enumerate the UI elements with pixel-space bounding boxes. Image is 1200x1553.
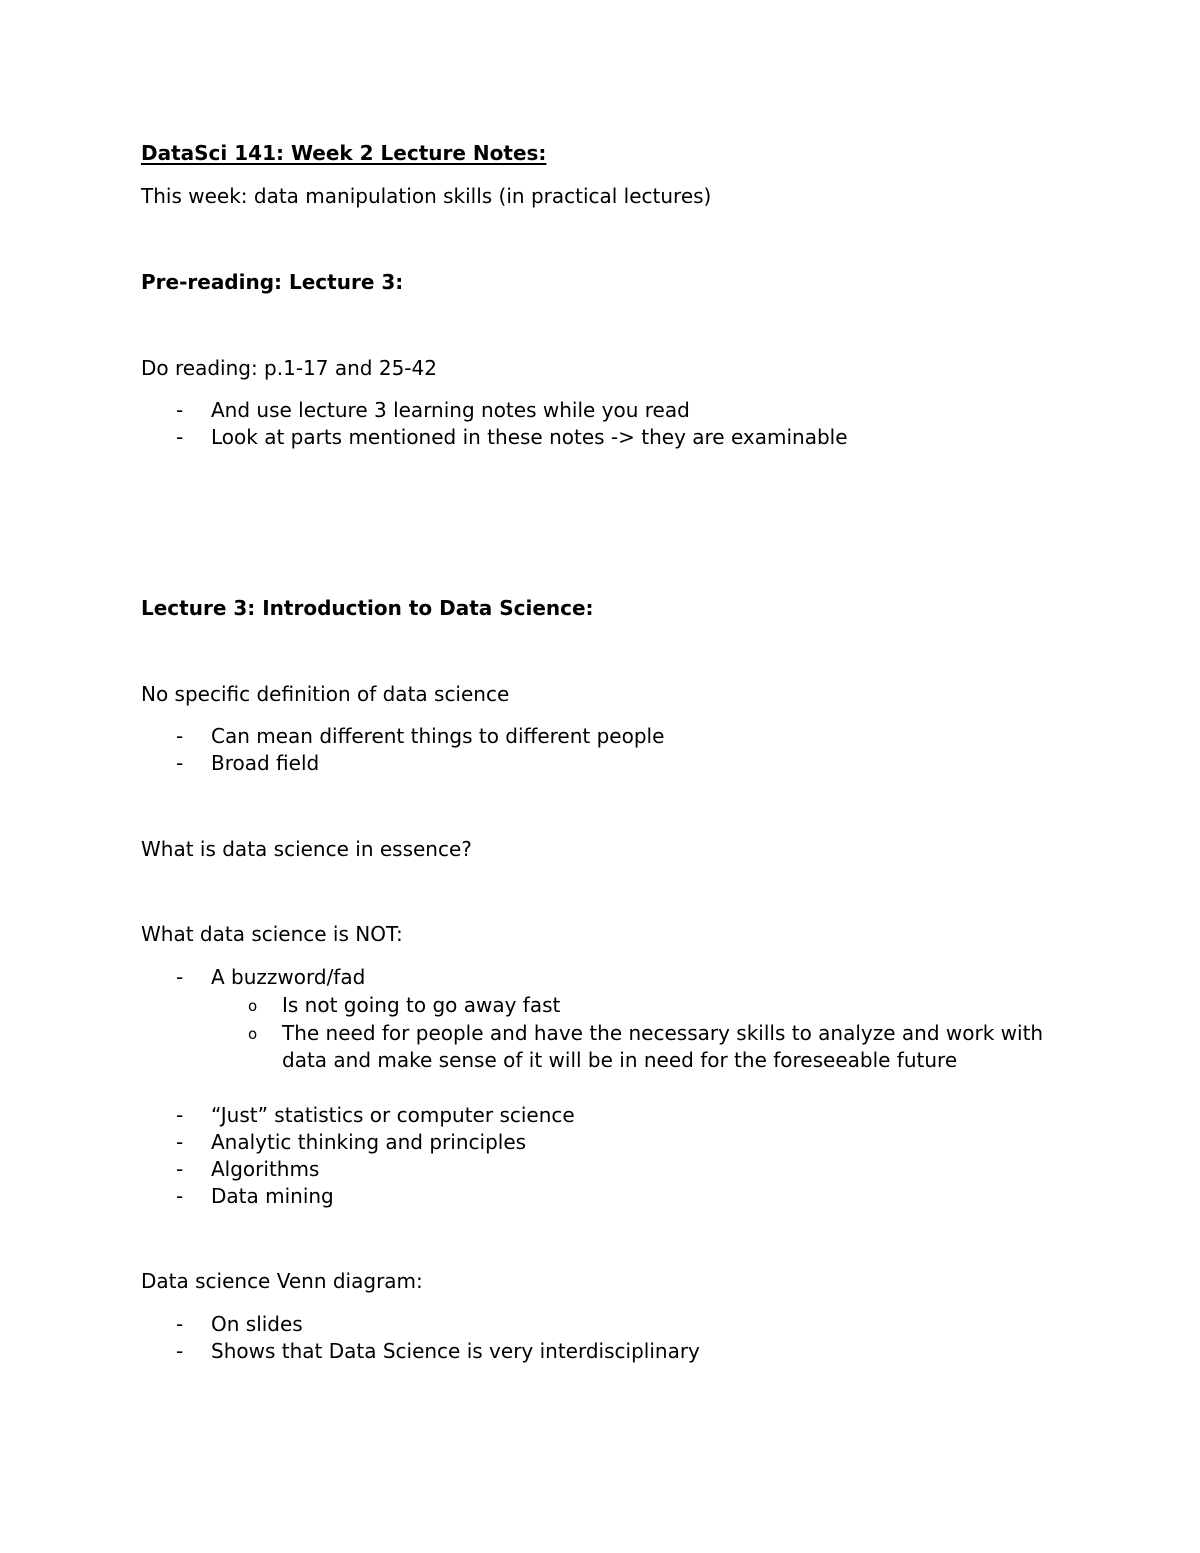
prereading-heading: Pre-reading: Lecture 3: xyxy=(141,270,404,294)
definition-text: No specific definition of data science xyxy=(141,682,510,706)
list-item: Analytic thinking and principles xyxy=(211,1130,527,1154)
list-item: Data mining xyxy=(211,1184,334,1208)
list-marker: - xyxy=(176,1184,184,1208)
sub-list-item: Is not going to go away fast xyxy=(282,993,561,1017)
list-item: Shows that Data Science is very interdisciplinary xyxy=(211,1339,700,1363)
list-item: And use lecture 3 learning notes while you read xyxy=(211,398,690,422)
list-item: Algorithms xyxy=(211,1157,320,1181)
list-marker: - xyxy=(176,724,184,748)
list-marker: - xyxy=(176,425,184,449)
list-marker: - xyxy=(176,1103,184,1127)
intro-text: This week: data manipulation skills (in practical lectures) xyxy=(141,184,712,208)
list-marker: - xyxy=(176,398,184,422)
list-item: Broad field xyxy=(211,751,320,775)
list-marker: - xyxy=(176,1157,184,1181)
not-heading: What data science is NOT: xyxy=(141,922,403,946)
list-item: Can mean different things to different people xyxy=(211,724,665,748)
page-title: DataSci 141: Week 2 Lecture Notes: xyxy=(141,141,547,165)
venn-heading: Data science Venn diagram: xyxy=(141,1269,423,1293)
list-item: “Just” statistics or computer science xyxy=(211,1103,575,1127)
list-item: On slides xyxy=(211,1312,303,1336)
list-marker: - xyxy=(176,965,184,989)
list-marker: - xyxy=(176,1339,184,1363)
list-marker: - xyxy=(176,1130,184,1154)
list-marker: - xyxy=(176,1312,184,1336)
essence-question: What is data science in essence? xyxy=(141,837,472,861)
sub-list-item: The need for people and have the necessary skills to analyze and work with data and make sense of it will be in need for the foreseeable future xyxy=(282,1021,1044,1072)
sub-list-marker: o xyxy=(248,997,258,1015)
list-item: Look at parts mentioned in these notes -> they are examinable xyxy=(211,425,848,449)
sub-list-marker: o xyxy=(248,1025,258,1043)
list-marker: - xyxy=(176,751,184,775)
prereading-instruction: Do reading: p.1-17 and 25-42 xyxy=(141,356,437,380)
list-item: A buzzword/fad xyxy=(211,965,366,989)
lecture3-heading: Lecture 3: Introduction to Data Science: xyxy=(141,596,594,620)
